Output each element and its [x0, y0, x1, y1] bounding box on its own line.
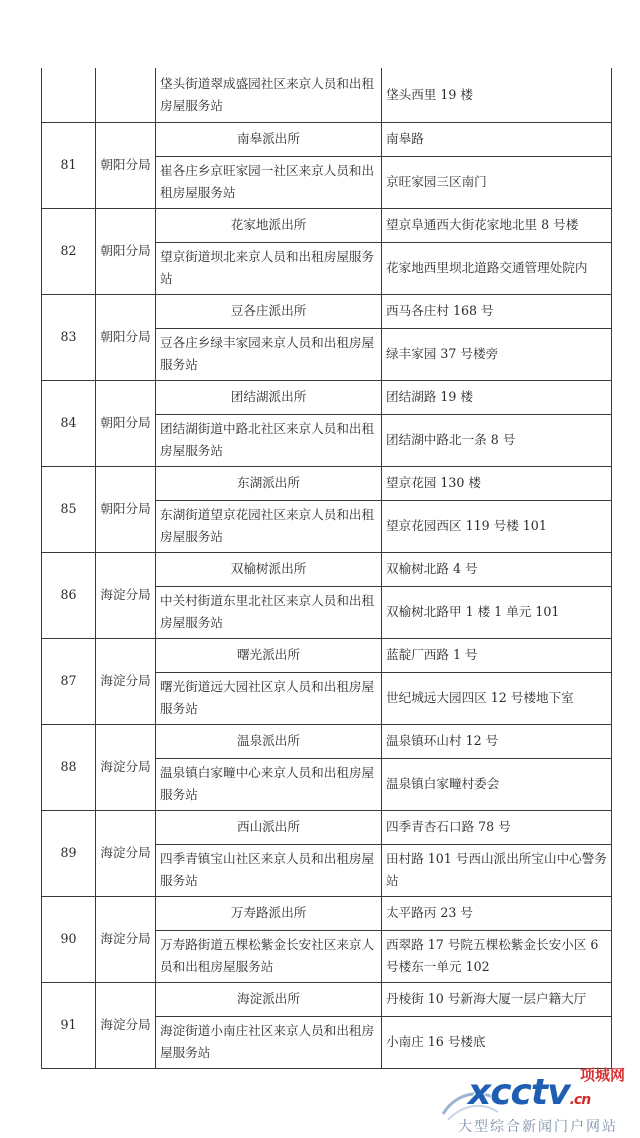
station-name: 望京街道坝北来京人员和出租房屋服务站	[156, 242, 382, 294]
bureau-name	[96, 68, 156, 122]
row-number: 85	[42, 466, 96, 552]
station-address: 南皋路	[382, 122, 612, 156]
station-name: 温泉镇白家疃中心来京人员和出租房屋服务站	[156, 758, 382, 810]
station-name: 团结湖街道中路北社区来京人员和出租房屋服务站	[156, 414, 382, 466]
bureau-name: 海淀分局	[96, 638, 156, 724]
station-name: 南皋派出所	[156, 122, 382, 156]
station-name: 海淀街道小南庄社区来京人员和出租房屋服务站	[156, 1016, 382, 1068]
station-address: 世纪城远大园四区 12 号楼地下室	[382, 672, 612, 724]
bureau-name: 海淀分局	[96, 896, 156, 982]
station-address: 绿丰家园 37 号楼旁	[382, 328, 612, 380]
table-row	[42, 294, 612, 328]
table-row	[42, 68, 612, 122]
station-address: 团结湖中路北一条 8 号	[382, 414, 612, 466]
station-address: 望京花园 130 楼	[382, 466, 612, 500]
station-address: 太平路丙 23 号	[382, 896, 612, 930]
table-row	[42, 552, 612, 586]
table-row	[42, 380, 612, 414]
station-name: 中关村街道东里北社区来京人员和出租房屋服务站	[156, 586, 382, 638]
table-row	[42, 466, 612, 500]
bureau-name: 朝阳分局	[96, 294, 156, 380]
station-name: 曙光派出所	[156, 638, 382, 672]
station-name: 团结湖派出所	[156, 380, 382, 414]
station-address: 团结湖路 19 楼	[382, 380, 612, 414]
station-name: 双榆树派出所	[156, 552, 382, 586]
station-address: 望京花园西区 119 号楼 101	[382, 500, 612, 552]
bureau-name: 朝阳分局	[96, 208, 156, 294]
xcctv-watermark	[438, 1064, 640, 1138]
station-name: 豆各庄乡绿丰家园来京人员和出租房屋服务站	[156, 328, 382, 380]
station-address: 西马各庄村 168 号	[382, 294, 612, 328]
station-address: 温泉镇环山村 12 号	[382, 724, 612, 758]
row-number: 82	[42, 208, 96, 294]
station-address: 小南庄 16 号楼底	[382, 1016, 612, 1068]
station-address: 四季青杏石口路 78 号	[382, 810, 612, 844]
bureau-name: 朝阳分局	[96, 122, 156, 208]
bureau-name: 海淀分局	[96, 982, 156, 1068]
station-address: 田村路 101 号西山派出所宝山中心警务站	[382, 844, 612, 896]
table-row	[42, 896, 612, 930]
watermark-brand: 项城网	[580, 1066, 626, 1084]
station-name: 崔各庄乡京旺家园一社区来京人员和出租房屋服务站	[156, 156, 382, 208]
station-name: 万寿路派出所	[156, 896, 382, 930]
bureau-name: 朝阳分局	[96, 466, 156, 552]
watermark-tagline: 大型综合新闻门户网站	[458, 1119, 618, 1135]
table-row	[42, 810, 612, 844]
row-number: 88	[42, 724, 96, 810]
row-number: 90	[42, 896, 96, 982]
watermark-logo-text: xcctv.cn	[468, 1072, 591, 1113]
row-number: 84	[42, 380, 96, 466]
station-address: 望京阜通西大街花家地北里 8 号楼	[382, 208, 612, 242]
row-number: 83	[42, 294, 96, 380]
station-name: 西山派出所	[156, 810, 382, 844]
row-number	[42, 68, 96, 122]
station-name: 豆各庄派出所	[156, 294, 382, 328]
bureau-name: 海淀分局	[96, 724, 156, 810]
row-number: 81	[42, 122, 96, 208]
station-name: 曙光街道远大园社区京人员和出租房屋服务站	[156, 672, 382, 724]
station-name: 万寿路街道五棵松紫金长安社区来京人员和出租房屋服务站	[156, 930, 382, 982]
station-name: 东湖派出所	[156, 466, 382, 500]
station-name: 东湖街道望京花园社区来京人员和出租房屋服务站	[156, 500, 382, 552]
table-row	[42, 982, 612, 1016]
station-address: 京旺家园三区南门	[382, 156, 612, 208]
station-address: 垡头西里 19 楼	[382, 68, 612, 122]
station-address: 温泉镇白家疃村委会	[382, 758, 612, 810]
table-row	[42, 208, 612, 242]
station-name: 四季青镇宝山社区来京人员和出租房屋服务站	[156, 844, 382, 896]
station-address: 蓝靛厂西路 1 号	[382, 638, 612, 672]
bureau-name: 朝阳分局	[96, 380, 156, 466]
station-address: 丹棱街 10 号新海大厦一层户籍大厅	[382, 982, 612, 1016]
station-address: 花家地西里坝北道路交通管理处院内	[382, 242, 612, 294]
station-address: 双榆树北路 4 号	[382, 552, 612, 586]
row-number: 86	[42, 552, 96, 638]
station-name: 花家地派出所	[156, 208, 382, 242]
station-name: 温泉派出所	[156, 724, 382, 758]
table-row	[42, 122, 612, 156]
station-name: 海淀派出所	[156, 982, 382, 1016]
bureau-name: 海淀分局	[96, 552, 156, 638]
station-name: 垡头街道翠成盛园社区来京人员和出租房屋服务站	[156, 68, 382, 122]
table-row	[42, 724, 612, 758]
row-number: 89	[42, 810, 96, 896]
police-station-table	[41, 68, 612, 1069]
row-number: 87	[42, 638, 96, 724]
bureau-name: 海淀分局	[96, 810, 156, 896]
station-address: 双榆树北路甲 1 楼 1 单元 101	[382, 586, 612, 638]
station-address: 西翠路 17 号院五棵松紫金长安小区 6 号楼东一单元 102	[382, 930, 612, 982]
row-number: 91	[42, 982, 96, 1068]
table-row	[42, 638, 612, 672]
